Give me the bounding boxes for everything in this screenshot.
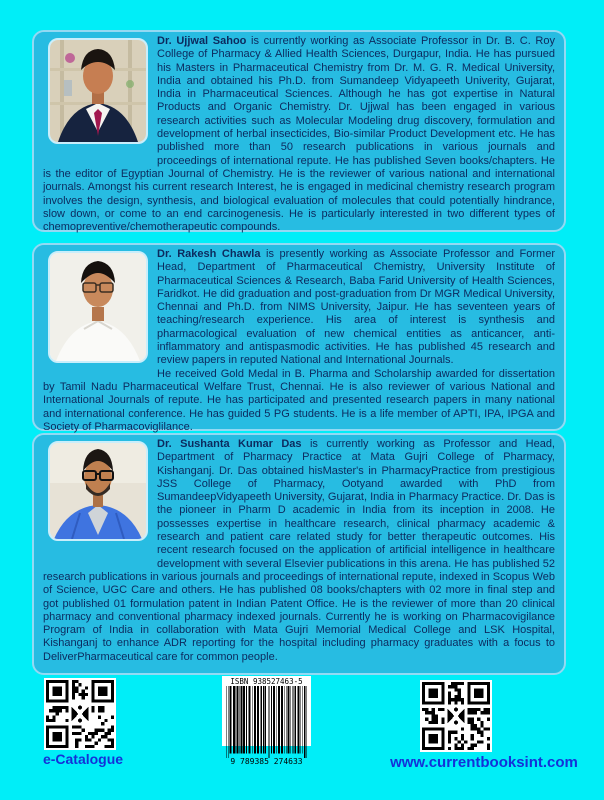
e-catalogue-qr-code-icon	[44, 678, 116, 750]
author-photo-1	[48, 38, 148, 144]
author-photo-2	[48, 251, 148, 363]
author-name: Dr. Sushanta Kumar Das	[157, 438, 302, 450]
person-portrait-icon	[50, 40, 146, 142]
author-photo-3	[48, 441, 148, 541]
author-bio-card-1	[32, 30, 566, 232]
person-portrait-icon	[50, 253, 146, 361]
barcode-bars-icon	[225, 686, 308, 758]
person-portrait-icon	[50, 443, 146, 539]
author-bio-text: is presently working as Associate Professor and Former Head, Department of Pharmaceutical Chemistry, University Institute of Pharmaceutical Sciences & Research, Baba Farid University of Health Sciences, Faridkot. He did graduation and post-graduation from Dr MGR Medical University, Chennai and Ph.D. from NIMS University, Jaipur. He has seventeen years of teaching/research experience. His area of interest is synthesis and pharmacological evaluation of new chemical entities as anticancer, anti-inflammatory and antispasmodic activities. He has published 45 research and review papers in reputed National and International Journals.	[157, 248, 555, 367]
author-bio-card-2	[32, 243, 566, 431]
website-qr-code-icon	[420, 680, 492, 752]
isbn-barcode	[222, 676, 311, 766]
author-bio-text: is currently working as Professor and Head, Department of Pharmacy Practice at Mata Gujri College of Pharmacy, Kishanganj. Dr. Das obtained hisMaster's in PharmacyPractice from prestigious JSS College of Pharmacy, Ootyand awarded with PhD from SumandeepVidyapeeth University, Gujarat, India in Pharmacy Practice. Dr. Das is the pioneer in Pharm D academic in India from its inception in 2008. He possesses expertise in healthcare research, clinical pharmacy academic & research and patient care related study for better therapeutic outcomes. His recent research focused on the application of artificial intelligence in healthcare development with several Elsevier publications in this arena. He has published 52 research publications in various journals and proceedings of international repute, indexed in Scopus Web of Science, UGC Care and others. He has published 08 books/chapters with 02 more in final step and got published 01 formulation patent in Indian Patent Office. He is the reviewer of more than 20 clinical pharmacy and conventional pharmacy indexed journals. Currently he is working on Pharmacovigilance Program of India in collaboration with Mata Gujri Memorial Medical College and LSK Hospital, Kishanganj to enhance ADR reporting for the hospital including pharmacy graduates with a focus to DeliverPharmaceutical care for common people.	[43, 438, 555, 663]
author-bio-text: is currently working as Associate Professor in Dr. B. C. Roy College of Pharmacy & Allied Health Sciences, Durgapur, India. He has pursued his Masters in Pharmaceutical Chemistry from Dr. M. G. R. Medical University, India and obtained his Ph.D. from Sumandeep Vidyapeeth Univerity, Gujarat, India in Pharmaceutical Sciences. Although he has got expertise in Natural Products and Organic Chemistry. Dr. Ujjwal has been engaged in various research activities such as Molecular Modeling drug discovery, formulation and development of herbal insecticides, Bio-similar Product Development etc. He has published more than 50 research publications in various journals and proceedings of international repute. He has published Seven books/chapters. He is the editor of Egyptian Journal of Chemistry. He is the reviewer of various national and international journals. Amongst his current research Interest, he is engaged in medicinal chemistry research program involves the design, synthesis, and biological evaluation of molecules that could potentially hindrance, slow down, or come to an end carcinogenesis. He is particularly interested in two different types of chemopreventive/chemotherapeutic compounds.	[43, 35, 555, 234]
e-catalogue-label: e-Catalogue	[42, 751, 124, 767]
website-url: www.currentbooksint.com	[390, 754, 578, 771]
author-name: Dr. Rakesh Chawla	[157, 248, 261, 260]
author-bio-paragraph-2: He received Gold Medal in B. Pharma and Scholarship awarded for dissertation by Tamil Nadu Pharmaceutical Welfare Trust, Chennai. He is also reviewer of various National and International Journals of repute. He has participated and presented research papers in many national and international conference. He has guided 5 PG students. He is a life member of APTI, IPA, IPGA and Society of Pharmacoviglilance.	[43, 367, 555, 433]
author-name: Dr. Ujjwal Sahoo	[157, 35, 247, 47]
isbn-text: ISBN 938527463-5	[230, 677, 303, 686]
barcode-digits: 9 789385 274633	[230, 756, 303, 766]
author-bio-card-3	[32, 433, 566, 675]
